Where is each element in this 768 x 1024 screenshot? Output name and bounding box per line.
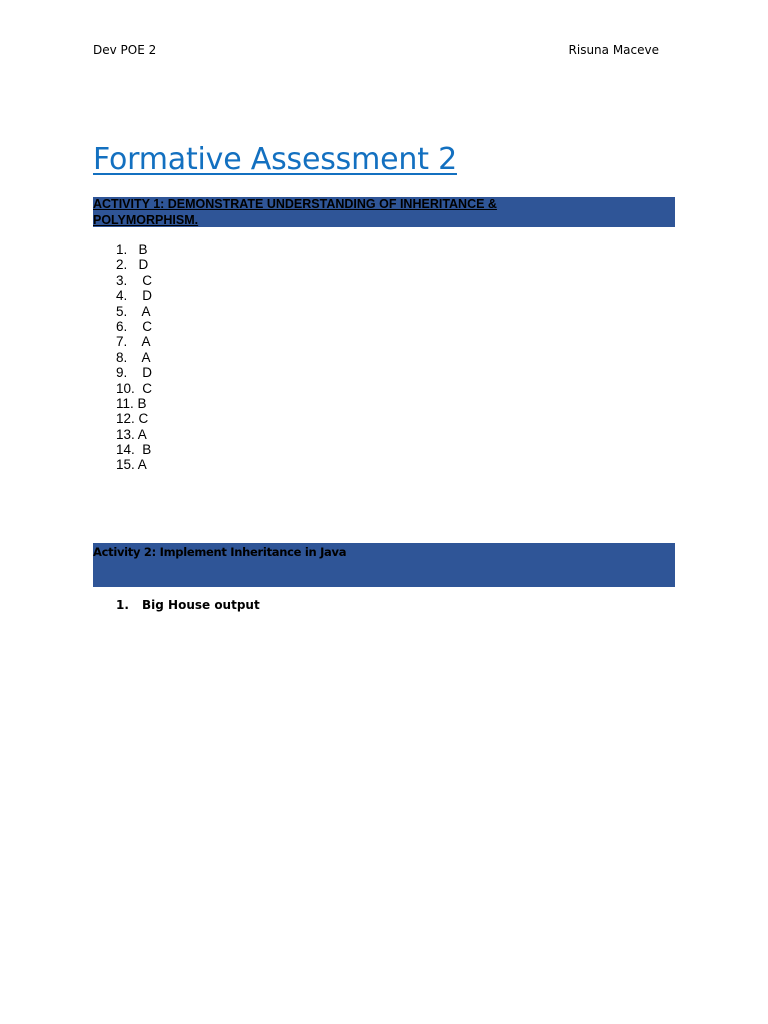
- answer-list-item: [116, 319, 152, 334]
- activity2-item-list: [116, 598, 260, 612]
- answer-letter: C: [138, 411, 149, 427]
- answer-list-item: [116, 304, 152, 319]
- answer-gap: [127, 304, 141, 319]
- activity2-item-number: 1.: [116, 598, 129, 612]
- activity2-heading: Activity 2: Implement Inheritance in Java: [93, 545, 347, 559]
- answer-list-item: [116, 350, 152, 365]
- answer-gap: [127, 288, 142, 303]
- answer-list-item: [116, 365, 152, 380]
- answer-letter: C: [142, 318, 153, 334]
- answer-number: 14.: [116, 442, 135, 458]
- answer-gap: [127, 242, 138, 257]
- answer-list-item: [116, 273, 152, 288]
- answer-gap: [127, 257, 138, 272]
- answer-number: 13.: [116, 426, 135, 442]
- answer-letter: D: [138, 257, 149, 273]
- answer-gap: [127, 350, 141, 365]
- answer-gap: [127, 319, 142, 334]
- answer-list-item: [116, 457, 152, 472]
- answer-number: 7.: [116, 334, 128, 350]
- answer-number: 9.: [116, 365, 128, 381]
- answer-list-item: [116, 242, 152, 257]
- answer-letter: B: [142, 442, 152, 458]
- answer-number: 4.: [116, 288, 128, 304]
- answer-number: 6.: [116, 318, 128, 334]
- answer-list-item: [116, 427, 152, 442]
- activity1-heading-bar: [93, 197, 675, 227]
- answer-list-item: [116, 334, 152, 349]
- answer-list-item: [116, 396, 152, 411]
- answer-letter: A: [137, 426, 147, 442]
- answer-letter: C: [142, 380, 153, 396]
- answer-number: 8.: [116, 349, 128, 365]
- activity1-answer-list: [116, 242, 152, 473]
- answer-list-item: [116, 381, 152, 396]
- answer-letter: D: [142, 365, 153, 381]
- answer-letter: B: [138, 242, 148, 257]
- answer-number: 12.: [116, 411, 135, 427]
- activity2-list-item: [116, 598, 260, 612]
- answer-letter: A: [141, 334, 151, 350]
- answer-letter: C: [142, 272, 153, 288]
- answer-gap: [127, 365, 142, 380]
- document-title: Formative Assessment 2: [93, 142, 457, 177]
- answer-letter: D: [142, 288, 153, 304]
- answer-number: 1.: [116, 242, 128, 257]
- activity2-item-text: Big House output: [142, 598, 260, 612]
- answer-list-item: [116, 288, 152, 303]
- header-author-name: Risuna Maceve: [568, 43, 659, 57]
- answer-number: 11.: [116, 395, 134, 411]
- activity2-heading-bar: [93, 543, 675, 587]
- activity1-heading: ACTIVITY 1: DEMONSTRATE UNDERSTANDING OF INHERITANCE & POLYMORPHISM.: [93, 197, 497, 227]
- answer-gap: [127, 334, 141, 349]
- answer-letter: A: [141, 303, 151, 319]
- answer-list-item: [116, 257, 152, 272]
- answer-number: 15.: [116, 457, 135, 473]
- answer-list-item: [116, 411, 152, 426]
- answer-letter: A: [137, 457, 147, 473]
- answer-letter: B: [137, 395, 147, 411]
- header-course-code: Dev POE 2: [93, 43, 157, 57]
- answer-number: 10.: [116, 380, 135, 396]
- answer-number: 5.: [116, 303, 128, 319]
- answer-list-item: [116, 442, 152, 457]
- answer-number: 3.: [116, 272, 128, 288]
- answer-letter: A: [141, 349, 151, 365]
- answer-gap: [127, 273, 142, 288]
- answer-number: 2.: [116, 257, 128, 273]
